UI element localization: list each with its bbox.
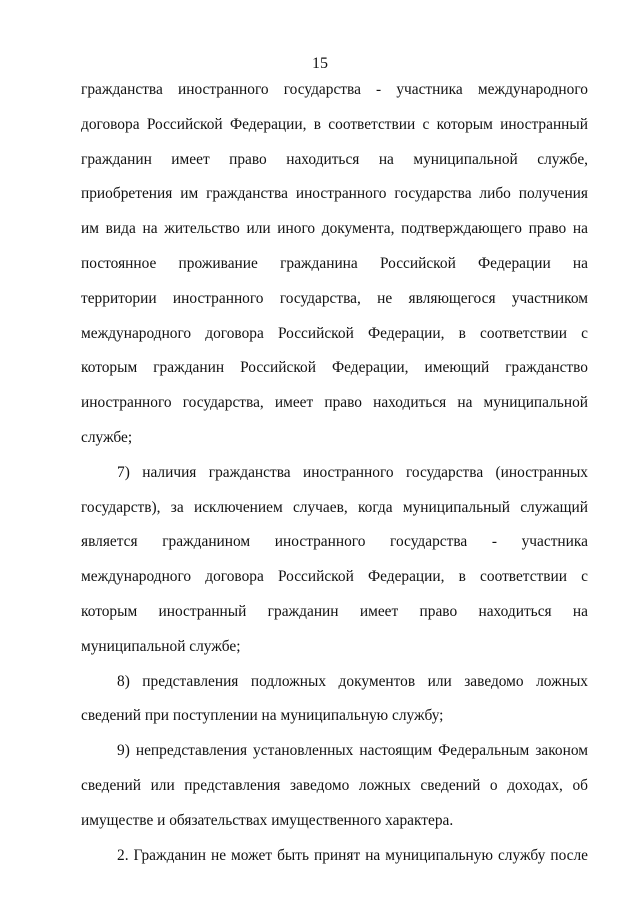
text-line: иностранного государства, имеет право находиться на муниципальной bbox=[81, 394, 588, 412]
paragraph-para-item-7 bbox=[81, 456, 588, 665]
text-line: сведений при поступлении на муниципальную службу; bbox=[81, 707, 444, 725]
document-body bbox=[81, 73, 588, 873]
paragraph-para-section-2 bbox=[81, 839, 588, 874]
text-line: международного договора Российской Федерации, в соответствии с bbox=[81, 324, 588, 342]
text-line: им вида на жительство или иного документа, подтверждающего право на bbox=[81, 220, 588, 238]
paragraph-para-item-9 bbox=[81, 734, 588, 838]
text-line: международного договора Российской Федерации, в соответствии с bbox=[81, 568, 588, 586]
paragraph-para-continuation bbox=[81, 73, 588, 456]
text-line: 2. Гражданин не может быть принят на муниципальную службу после bbox=[117, 846, 588, 864]
text-line: постоянное проживание гражданина Российской Федерации на bbox=[81, 254, 588, 272]
paragraph-para-item-8 bbox=[81, 665, 588, 735]
text-line: службе; bbox=[81, 428, 133, 446]
text-line: которым гражданин Российской Федерации, имеющий гражданство bbox=[81, 359, 588, 377]
text-line: 8) представления подложных документов или заведомо ложных bbox=[117, 672, 588, 690]
text-line: 9) непредставления установленных настоящим Федеральным законом bbox=[117, 742, 588, 760]
text-line: гражданин имеет право находиться на муниципальной службе, bbox=[81, 150, 588, 168]
text-line: территории иностранного государства, не являющегося участником bbox=[81, 289, 588, 307]
text-line: является гражданином иностранного государства - участника bbox=[81, 533, 588, 551]
text-line: гражданства иностранного государства - участника международного bbox=[81, 81, 588, 98]
page-number: 15 bbox=[312, 55, 328, 72]
text-line: 7) наличия гражданства иностранного государства (иностранных bbox=[117, 463, 588, 481]
text-line: которым иностранный гражданин имеет право находиться на bbox=[81, 602, 588, 620]
text-line: государств), за исключением случаев, когда муниципальный служащий bbox=[81, 498, 588, 516]
text-line: договора Российской Федерации, в соответствии с которым иностранный bbox=[81, 115, 588, 133]
text-line: имуществе и обязательствах имущественного характера. bbox=[81, 811, 454, 829]
text-line: приобретения им гражданства иностранного государства либо получения bbox=[81, 185, 588, 203]
text-line: сведений или представления заведомо ложных сведений о доходах, об bbox=[81, 776, 588, 794]
text-line: муниципальной службе; bbox=[81, 637, 241, 655]
